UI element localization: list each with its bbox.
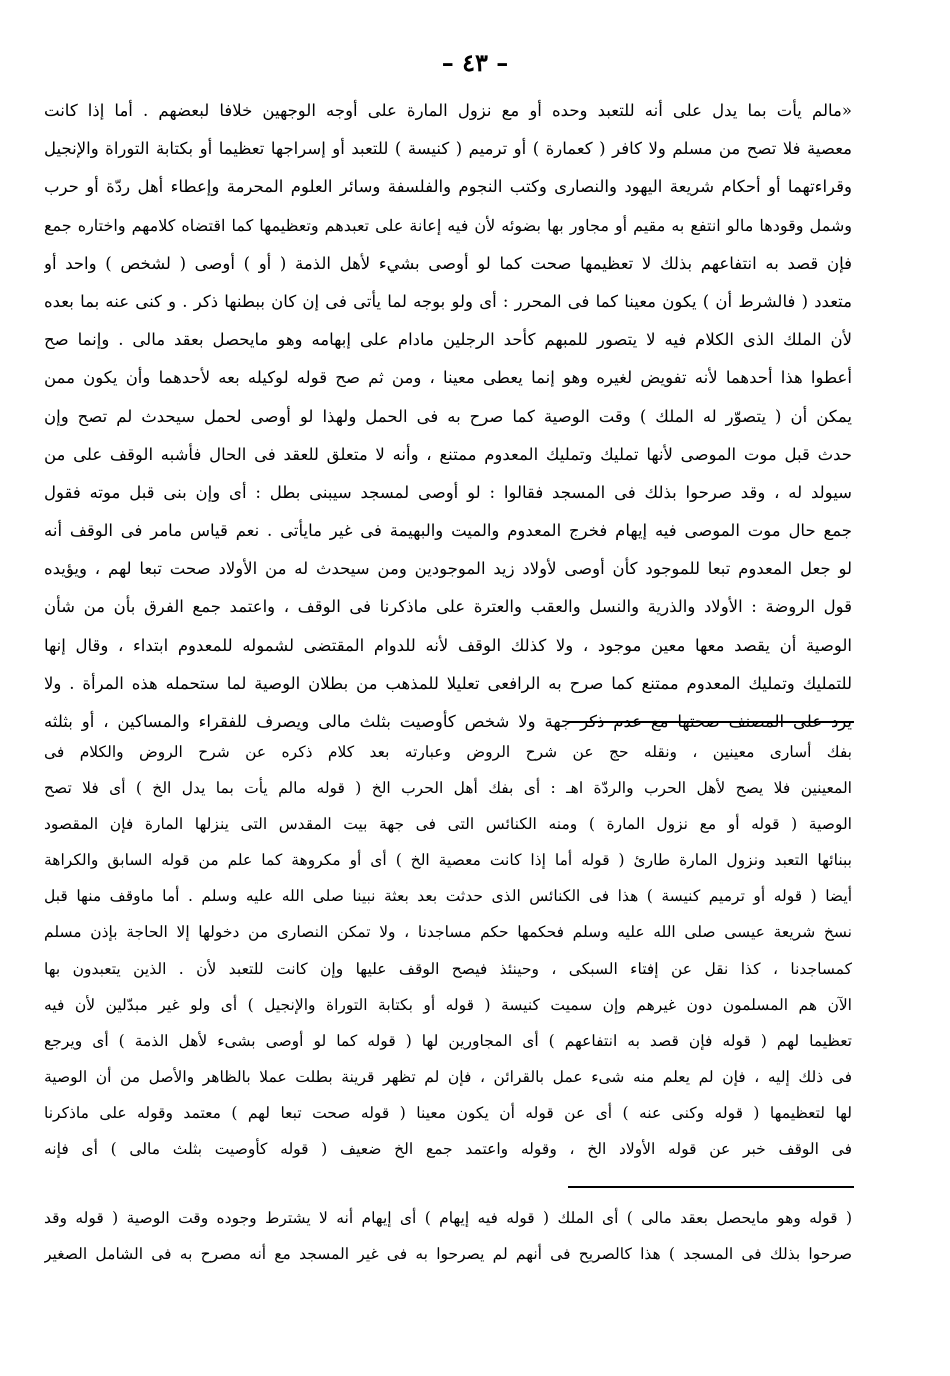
footnote-line: الوصية ( قوله أو مع نزول المارة ) ومنه الكنائس التى فى جهة بيت المقدس التى ينزلها المارة فإن المقصود <box>44 815 852 834</box>
footnote-line: لها لتعظيمها ( قوله وكنى عنه ) أى عن قوله أن يكون معينا ( قوله صحت تبعا لهم ) معتمد وقوله على ماذكرنا <box>44 1103 852 1122</box>
main-text-line: «مالم يأت بما يدل على أنه للتعبد وحده أو مع نزول المارة على أوجه الوجهين خلافا لبعضهم . أما إذا كانت <box>44 101 852 120</box>
main-text-line: متعدد ( فالشرط أن ) يكون معينا كما فى المحرر : أى ولو بوجه لما يأتى فى إن كان ببطنها ذكر . و كنى عنه بما بعده <box>44 291 852 311</box>
main-text-line: فإن قصد به انتفاعهم بذلك لا تعظيمها صحت كما لو أوصى بشيء لأهل الذمة ( أو ) أوصى ( لشخص ) واحد أو <box>44 253 852 273</box>
main-text-line: يرد على المصنف صحتها مع عدم ذكر جهة ولا شخص كأوصيت بثلث مالى ويصرف للفقراء والمساكين ، أو بثلثه <box>44 712 852 731</box>
footnote-line: نسخ شريعة عيسى صلى الله عليه وسلم فحكمها حكم مساجدنا ، ولا تمكن النصارى من دخولها إلا الحاجة بإذن مسلم <box>44 923 852 942</box>
footnote-line: تعظيما لهم ( قوله فإن قصد به انتفاعهم ) أى المجاورين لها ( قوله كما لو أوصى بشىء لأهل الذمة ) أى ويرجع <box>44 1031 852 1050</box>
main-text-line: أعطوا هذا أحدهما لأنه تفويض لغيره وهو إنما يعطى معينا ، ومن ثم صح قوله لوكيله بعه لأحدهما وأن يكون ممن <box>44 368 852 388</box>
footnote-line: المعينين فلا يصح لأهل الحرب والردّة اهـ : أى بفك أهل الحرب الخ ( قوله مالم يأت بما يدل الخ ) أى فلا تصح <box>44 779 852 798</box>
main-text-line: يمكن أن ( يتصوّر له الملك ) وقت الوصية كما صرح به فى الحمل ولهذا لو أوصى لحمل سيحدث لم تصح وإن <box>44 406 852 426</box>
footnote-line: فى الوقف خبر عن قوله الأولاد الخ ، وقوله واعتمد جمع الخ ضعيف ( قوله كأوصيت بثلث مالى ) أى فإنه <box>44 1140 852 1159</box>
main-text-line: وقراءتهما أو أحكام شريعة اليهود والنصارى وكتب النجوم والفلسفة وسائر العلوم المحرمة وإعطاء أهل ردّة أو حرب <box>44 177 852 197</box>
footnote-line: بفك أسارى معينين ، ونقله حج عن شرح الروض وعبارته بعد كلام ذكره عن شرح الروض والكلام فى <box>44 743 852 761</box>
main-text-line: معصية فلا تصح من مسلم ولا كافر ( كعمارة ) أو ترميم ( كنيسة ) للتعبد أو إسراجها تعظيما أو بكتابة التوراة والإنجيل <box>44 139 852 159</box>
main-text-line: وشمل وقودها مالو انتفع به مقيم أو مجاور بها بضوئه لأن فيه إعانة على تعبدهم وتعظيمها كما اقتضاه كلامهم واختاره جمع <box>44 215 852 235</box>
footnotes-section-1 <box>44 734 852 1167</box>
footnote-line: الآن هم المسلمون دون غيرهم وإن سميت كنيسة ( قوله أو بكتابة التوراة والإنجيل ) أى ولو غير مبدّلين لأن فيه <box>44 995 852 1014</box>
main-text-line: لأن الملك الذى الكلام فيه لا يتصور للمبهم كأحد الرجلين مادام على إبهامه وهو مايحصل بعقد مالى . وإنما صح <box>44 330 852 350</box>
footnotes-section-2 <box>44 1200 852 1272</box>
page-number: – ٤٣ – <box>441 48 509 77</box>
footnote-line: فى ذلك إليه ، فإن لم يعلم منه شىء عمل بالقرائن ، فإن لم تظهر قرينة بطلت عملا بالظاهر والأصل من أن الوصية <box>44 1067 852 1086</box>
footnote-separator <box>568 721 854 723</box>
main-text-line: حدث قبل موت الموصى لأنها تمليك وتمليك المعدوم ممتنع ، وأنه لا متعلق للعقد فى الحال فأشبه الوقف على من <box>44 444 852 464</box>
main-text-line: جمع حال موت الموصى فيه إيهام فخرج المعدوم والميت والبهيمة فى غير مايأتى . نعم قياس مامر فى الوقف أنه <box>44 521 852 541</box>
main-text-line: الوصية أن يقصد معها معين موجود ، ولا كذلك الوقف لأنه للدوام المقتضى لشموله للمعدوم ابتداء ، وقال إنها <box>44 635 852 655</box>
main-text <box>44 92 852 741</box>
main-text-line: قول الروضة : الأولاد والذرية والنسل والعقب والعترة على ماذكرنا فى الوقف ، واعتمد جمع الفرق بأن من شأن <box>44 597 852 617</box>
footnote-line: أيضا ( قوله أو ترميم كنيسة ) هذا فى الكنائس الذى حدثت بعد بعثة نبينا صلى الله عليه وسلم . أما ماوقف منها قبل <box>44 887 852 906</box>
footnote-line: ( قوله وهو مايحصل بعقد مالى ) أى الملك ( قوله فيه إيهام ) أى إيهام أنه لا يشترط وجوده وقت الوصية ( قوله وقد <box>44 1209 852 1227</box>
footnote-line: ببنائها التعبد ونزول المارة طارئ ( قوله أما إذا كانت معصية الخ ) أى أو مكروهة كما علم من قوله السابق والكراهة <box>44 851 852 870</box>
footnote-line: كمساجدنا ، كذا نقل عن إفتاء السبكى ، وحينئذ فيصح الوقف عليها وإن كانت للتعبد لأن . الذين يتعبدون بها <box>44 959 852 978</box>
main-text-line: لو جعل المعدوم تبعا للموجود كأن أوصى لأولاد زيد الموجودين ومن سيحدث له من الأولاد صحت تبعا لهم ، ويؤيده <box>44 559 852 579</box>
footnote-line: صرحوا بذلك فى المسجد ) هذا كالصريح فى أنهم لم يصرحوا به فى غير المسجد مع أنه مصرح به فى الشامل الصغير <box>44 1245 852 1263</box>
main-text-line: سيولد له ، وقد صرحوا بذلك فى المسجد فقالوا : لو أوصى لمسجد سيبنى بطل : أى وإن بنى قبل موته فقول <box>44 482 852 502</box>
footnote-separator-2 <box>568 1186 854 1188</box>
main-text-line: للتمليك وتمليك المعدوم ممتنع كما صرح به الرافعى تعليلا للمذهب من بطلان الوصية لما ستحمله هذه المرأة . ولا <box>44 673 852 693</box>
